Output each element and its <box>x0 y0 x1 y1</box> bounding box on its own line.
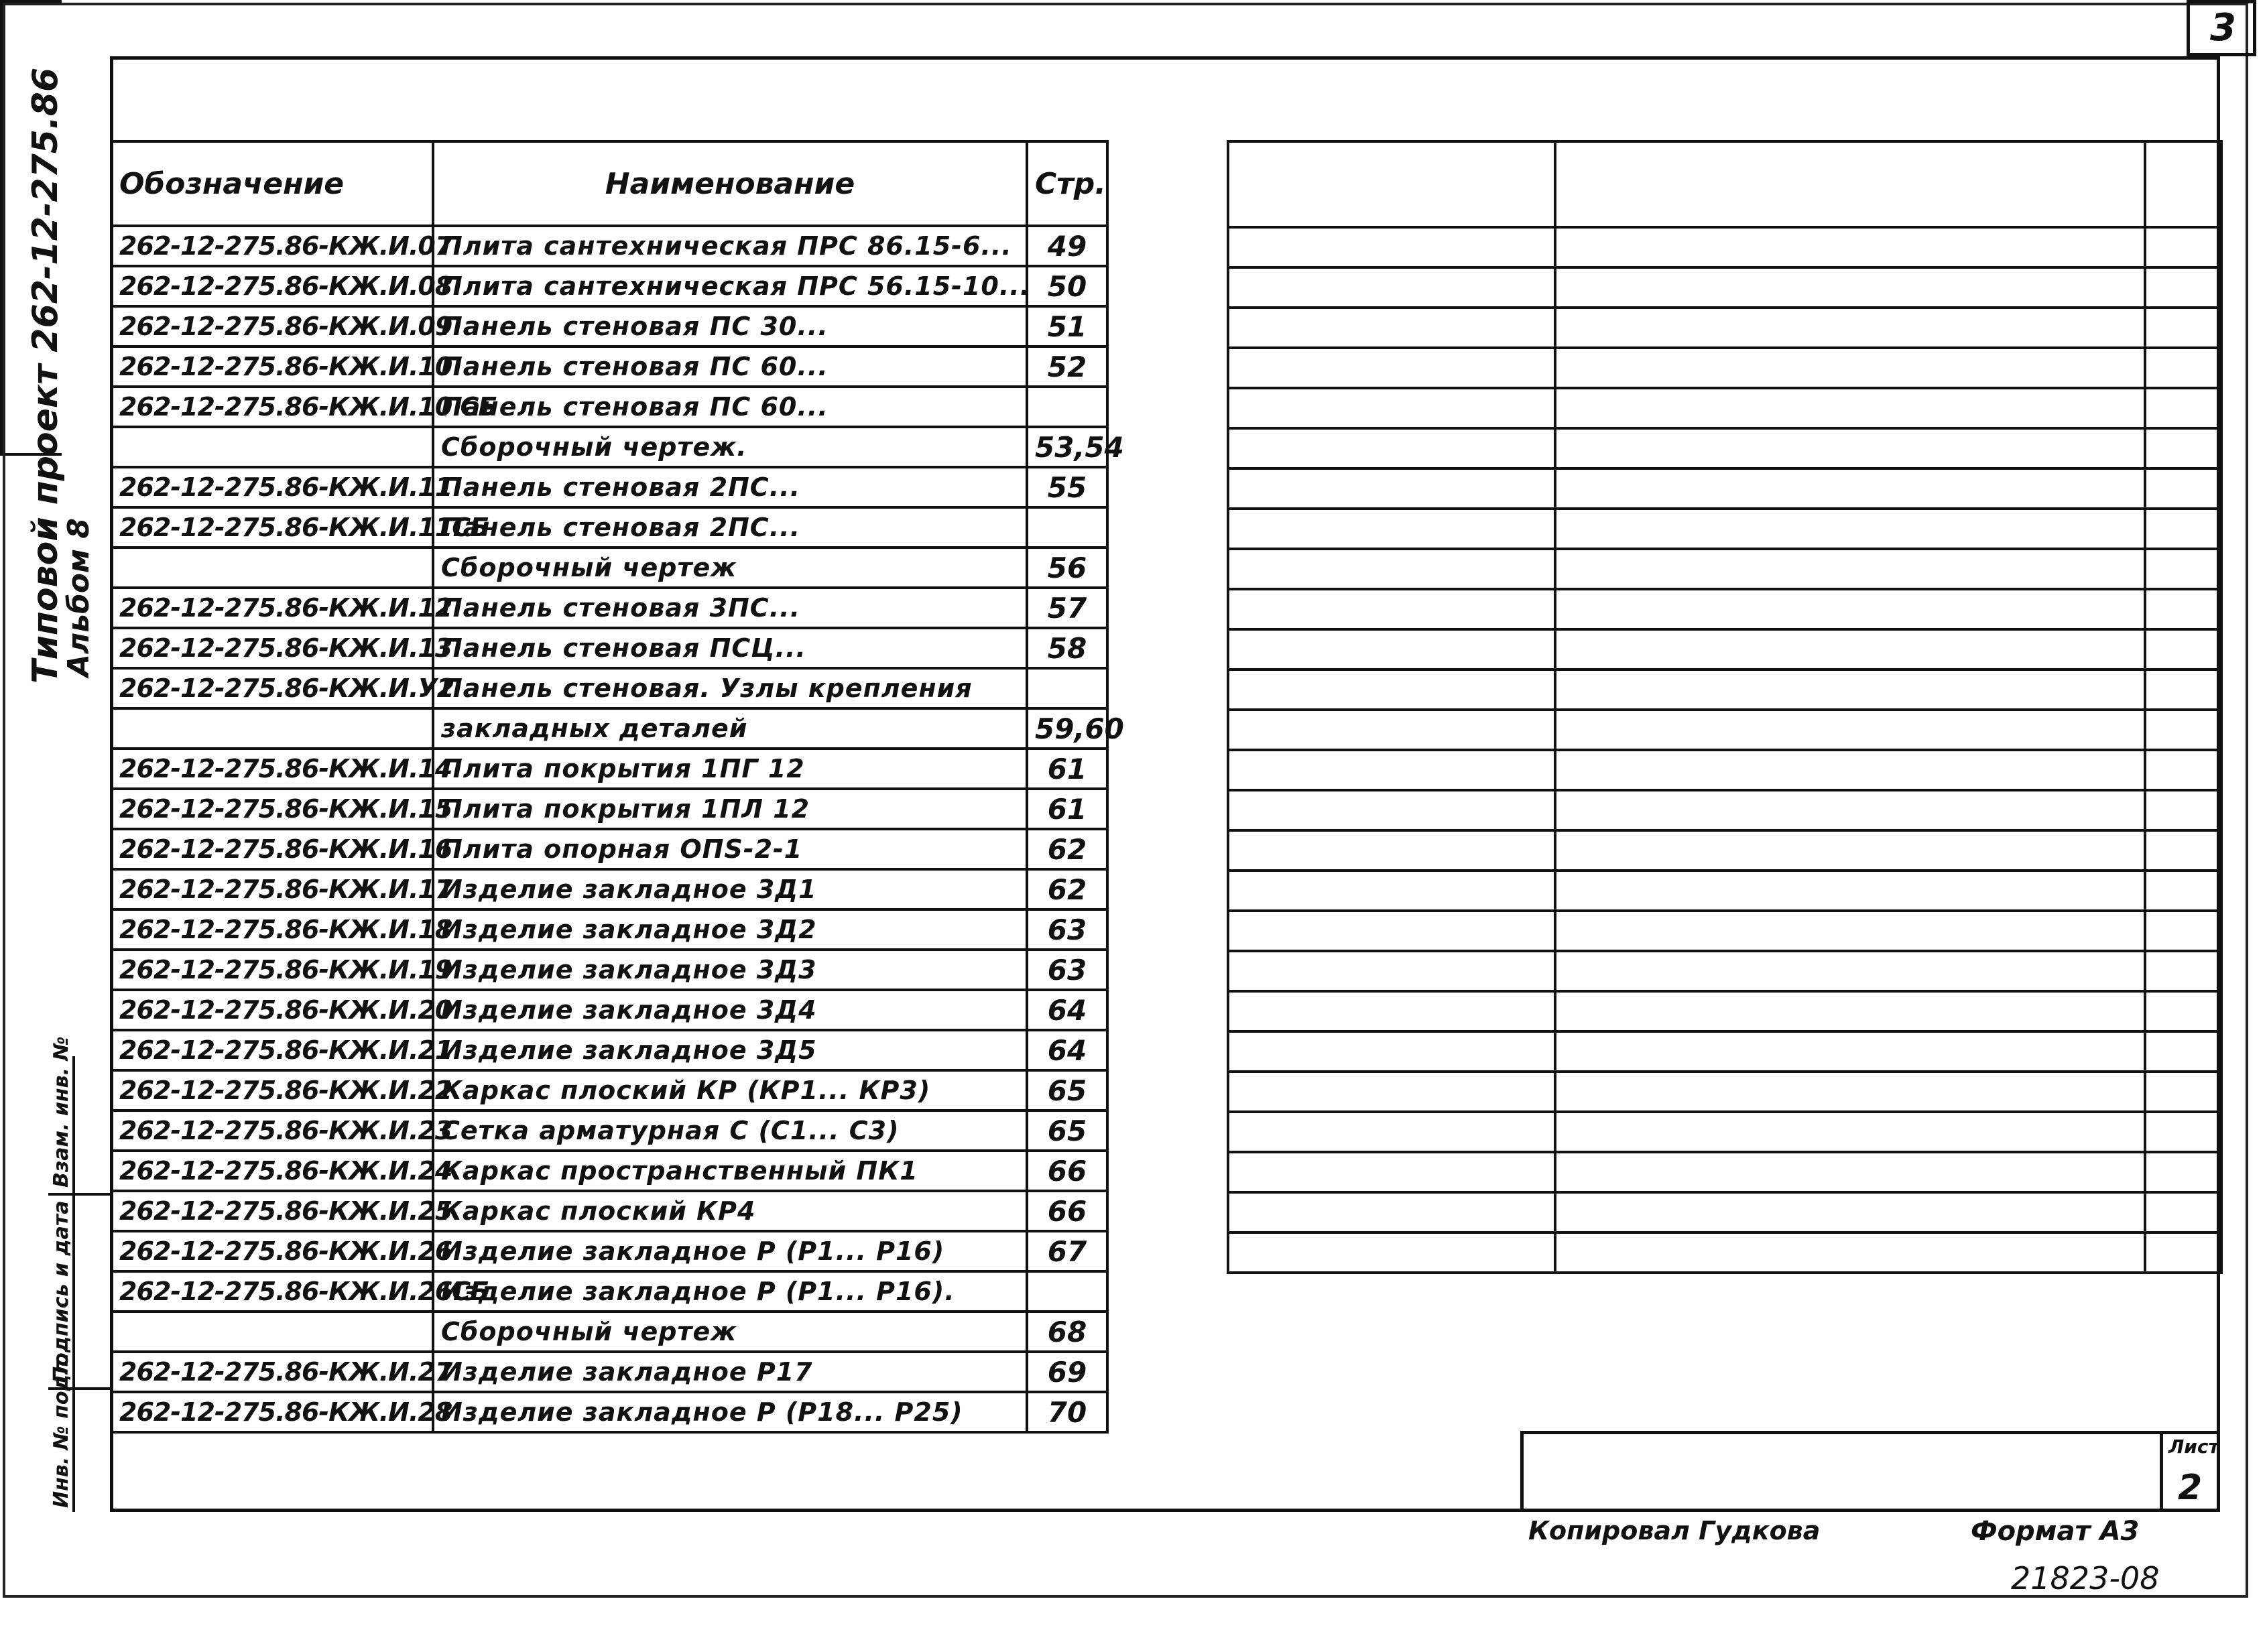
row-name: Изделие закладное 3Д3 <box>433 950 1027 990</box>
row-designation: 262-12-275.86-КЖ.И.22 <box>111 1070 433 1110</box>
row-name: Панель стеновая 2ПС... <box>433 507 1027 548</box>
row-name: Сборочный чертеж. <box>433 427 1027 467</box>
index-row <box>111 628 1107 668</box>
sheet-format: Формат А3 <box>1971 1516 2140 1547</box>
blank-grid-cell <box>1555 991 2145 1031</box>
blank-grid-cell <box>1228 991 1555 1031</box>
corner-sheet-box <box>2187 0 2256 56</box>
blank-grid-cell <box>1555 790 2145 830</box>
blank-grid-cell <box>1555 348 2145 388</box>
blank-grid-row <box>1228 911 2221 951</box>
blank-grid-cell <box>1228 388 1555 428</box>
index-row <box>111 507 1107 548</box>
row-page: 64 <box>1027 1030 1107 1070</box>
blank-grid-row <box>1228 227 2221 267</box>
blank-grid-cell <box>1228 267 1555 308</box>
row-page: 61 <box>1027 749 1107 789</box>
blank-grid-cell <box>2145 267 2221 308</box>
index-row <box>111 306 1107 346</box>
blank-grid <box>1227 140 2223 1274</box>
blank-grid-row <box>1228 629 2221 670</box>
blank-grid-cell <box>1228 589 1555 629</box>
blank-grid-cell <box>2145 227 2221 267</box>
blank-grid-cell <box>1555 1112 2145 1152</box>
row-name: Каркас плоский КР (КР1... КР3) <box>433 1070 1027 1110</box>
blank-grid-cell <box>1555 267 2145 308</box>
blank-grid-cell <box>2145 509 2221 549</box>
index-row <box>111 668 1107 708</box>
row-name: Плита сантехническая ПРС 86.15-6... <box>433 226 1027 266</box>
blank-grid-cell <box>1228 1112 1555 1152</box>
blank-grid-row <box>1228 670 2221 710</box>
index-row <box>111 950 1107 990</box>
blank-grid-cell <box>1555 1232 2145 1273</box>
index-row <box>111 1392 1107 1432</box>
blank-grid-cell <box>1555 428 2145 468</box>
sheet-label: Лист <box>2168 1436 2219 1458</box>
blank-grid-row <box>1228 549 2221 589</box>
blank-grid-cell <box>1228 468 1555 509</box>
row-page <box>1027 387 1107 427</box>
blank-grid-cell <box>1228 1031 1555 1072</box>
row-name: Сетка арматурная С (С1... С3) <box>433 1110 1027 1151</box>
blank-grid-cell <box>1555 1152 2145 1192</box>
blank-grid-cell <box>1228 629 1555 670</box>
row-page: 67 <box>1027 1231 1107 1271</box>
blank-grid-cell <box>2145 710 2221 750</box>
blank-grid-cell <box>2145 468 2221 509</box>
blank-grid-cell <box>2145 1031 2221 1072</box>
row-page: 62 <box>1027 829 1107 869</box>
row-designation: 262-12-275.86-КЖ.И.23 <box>111 1110 433 1151</box>
row-page: 55 <box>1027 467 1107 507</box>
row-name: Сборочный чертеж <box>433 1312 1027 1352</box>
project-title-line2: Альбом 8 <box>62 518 96 677</box>
blank-grid-row <box>1228 589 2221 629</box>
row-page: 65 <box>1027 1070 1107 1110</box>
row-designation: 262-12-275.86-КЖ.И.15 <box>111 789 433 829</box>
title-block-sheet-cell <box>2160 1431 2220 1512</box>
blank-grid-cell <box>2145 1192 2221 1232</box>
blank-grid-row <box>1228 141 2221 227</box>
blank-grid-row <box>1228 1031 2221 1072</box>
blank-grid-row <box>1228 951 2221 991</box>
row-designation: 262-12-275.86-КЖ.И.16 <box>111 829 433 869</box>
index-table-header <box>111 141 1107 226</box>
blank-grid-cell <box>2145 428 2221 468</box>
row-designation: 262-12-275.86-КЖ.И.20 <box>111 990 433 1030</box>
row-name: Изделие закладное Р (Р1... Р16). <box>433 1271 1027 1312</box>
blank-grid-cell <box>1555 388 2145 428</box>
title-block <box>1520 1431 2220 1512</box>
index-table-container <box>110 140 1124 1512</box>
blank-grid-row <box>1228 1232 2221 1273</box>
row-page: 63 <box>1027 950 1107 990</box>
blank-grid-cell <box>2145 911 2221 951</box>
row-page: 64 <box>1027 990 1107 1030</box>
blank-grid-row <box>1228 468 2221 509</box>
row-name: Изделие закладное 3Д4 <box>433 990 1027 1030</box>
row-designation: 262-12-275.86-КЖ.И.08 <box>111 266 433 306</box>
project-title-line1: Типовой проект 262-12-275.86 <box>25 67 66 684</box>
row-page: 59,60 <box>1027 708 1107 749</box>
blank-grid-cell <box>1555 629 2145 670</box>
index-row <box>111 829 1107 869</box>
blank-grid-cell <box>2145 549 2221 589</box>
row-name: Плита опорная ОПS-2-1 <box>433 829 1027 869</box>
row-designation: 262-12-275.86-КЖ.И.11СБ <box>111 507 433 548</box>
blank-grid-cell <box>1555 509 2145 549</box>
index-row <box>111 1151 1107 1191</box>
blank-grid-row <box>1228 267 2221 308</box>
row-designation: 262-12-275.86-КЖ.И.10 СБ <box>111 387 433 427</box>
blank-grid-cell <box>1555 549 2145 589</box>
blank-grid-cell <box>2145 670 2221 710</box>
blank-grid-cell <box>1228 1192 1555 1232</box>
index-row <box>111 588 1107 628</box>
blank-grid-cell <box>1555 750 2145 790</box>
row-page <box>1027 507 1107 548</box>
row-designation: 262-12-275.86-КЖ.И.26 <box>111 1231 433 1271</box>
index-row <box>111 387 1107 427</box>
row-name: Изделие закладное Р (Р1... Р16) <box>433 1231 1027 1271</box>
row-name: Изделие закладное 3Д2 <box>433 909 1027 950</box>
blank-grid-cell <box>2145 830 2221 871</box>
row-designation: 262-12-275.86-КЖ.И.24 <box>111 1151 433 1191</box>
blank-grid-cell <box>1228 830 1555 871</box>
row-designation: 262-12-275.86-КЖ.И.26СБ <box>111 1271 433 1312</box>
blank-grid-row <box>1228 710 2221 750</box>
index-row <box>111 1110 1107 1151</box>
blank-grid-cell <box>1555 951 2145 991</box>
blank-grid-row <box>1228 308 2221 348</box>
index-row <box>111 1312 1107 1352</box>
sheet-number: 2 <box>2178 1468 2203 1508</box>
blank-grid-cell <box>2145 951 2221 991</box>
index-row <box>111 1030 1107 1070</box>
blank-grid-cell <box>1555 141 2145 227</box>
blank-grid-row <box>1228 509 2221 549</box>
row-designation <box>111 427 433 467</box>
blank-grid-cell <box>1228 1232 1555 1273</box>
index-row <box>111 1352 1107 1392</box>
index-row <box>111 346 1107 387</box>
blank-grid-row <box>1228 388 2221 428</box>
row-page <box>1027 1271 1107 1312</box>
blank-grid-cell <box>1228 1072 1555 1112</box>
row-page: 53,54 <box>1027 427 1107 467</box>
row-designation: 262-12-275.86-КЖ.И.13 <box>111 628 433 668</box>
blank-grid-cell <box>1228 428 1555 468</box>
row-page: 49 <box>1027 226 1107 266</box>
row-page: 52 <box>1027 346 1107 387</box>
blank-grid-cell <box>1228 227 1555 267</box>
row-page: 68 <box>1027 1312 1107 1352</box>
index-row <box>111 548 1107 588</box>
header-name: Наименование <box>433 141 1027 226</box>
blank-grid-row <box>1228 991 2221 1031</box>
index-row <box>111 226 1107 266</box>
row-name: Плита покрытия 1ПГ 12 <box>433 749 1027 789</box>
blank-grid-row <box>1228 1192 2221 1232</box>
index-row <box>111 869 1107 909</box>
row-name: Изделие закладное 3Д1 <box>433 869 1027 909</box>
blank-grid-cell <box>1555 468 2145 509</box>
blank-grid-row <box>1228 750 2221 790</box>
blank-grid-body <box>1228 141 2221 1273</box>
row-page: 57 <box>1027 588 1107 628</box>
blank-grid-cell <box>1228 750 1555 790</box>
blank-grid-row <box>1228 871 2221 911</box>
row-name: Плита покрытия 1ПЛ 12 <box>433 789 1027 829</box>
row-designation: 262-12-275.86-КЖ.И.17 <box>111 869 433 909</box>
stamp-label-signature-date: Подпись и дата <box>50 1200 73 1383</box>
blank-grid-cell <box>1555 1072 2145 1112</box>
index-row <box>111 708 1107 749</box>
row-designation: 262-12-275.86-КЖ.И.10 <box>111 346 433 387</box>
index-row <box>111 427 1107 467</box>
row-page: 69 <box>1027 1352 1107 1392</box>
blank-grid-cell <box>2145 1072 2221 1112</box>
blank-grid-cell <box>1228 790 1555 830</box>
blank-grid-cell <box>2145 348 2221 388</box>
blank-grid-cell <box>1228 871 1555 911</box>
row-designation: 262-12-275.86-КЖ.И.25 <box>111 1191 433 1231</box>
blank-grid-cell <box>1228 951 1555 991</box>
blank-grid-cell <box>2145 589 2221 629</box>
index-table-body <box>111 226 1124 1432</box>
row-name: Панель стеновая ПСЦ... <box>433 628 1027 668</box>
blank-grid-row <box>1228 790 2221 830</box>
row-designation <box>111 708 433 749</box>
row-page: 62 <box>1027 869 1107 909</box>
index-table <box>110 140 1124 1434</box>
blank-grid-row <box>1228 428 2221 468</box>
blank-grid-cell <box>2145 750 2221 790</box>
blank-grid-cell <box>1555 589 2145 629</box>
row-page: 63 <box>1027 909 1107 950</box>
row-page: 70 <box>1027 1392 1107 1432</box>
row-name: Панель стеновая ПС 60... <box>433 387 1027 427</box>
blank-grid-cell <box>2145 308 2221 348</box>
row-page: 58 <box>1027 628 1107 668</box>
blank-grid-row <box>1228 1112 2221 1152</box>
blank-grid-cell <box>1228 670 1555 710</box>
row-page: 66 <box>1027 1191 1107 1231</box>
index-row <box>111 1191 1107 1231</box>
blank-grid-row <box>1228 830 2221 871</box>
blank-grid-cell <box>2145 871 2221 911</box>
row-page: 61 <box>1027 789 1107 829</box>
row-designation: 262-12-275.86-КЖ.И.09 <box>111 306 433 346</box>
index-row <box>111 990 1107 1030</box>
blank-grid-row <box>1228 1072 2221 1112</box>
index-row <box>111 909 1107 950</box>
row-name: Панель стеновая ПС 30... <box>433 306 1027 346</box>
blank-grid-cell <box>2145 991 2221 1031</box>
index-row <box>111 1070 1107 1110</box>
row-name: Панель стеновая 2ПС... <box>433 467 1027 507</box>
blank-grid-row <box>1228 348 2221 388</box>
row-page: 65 <box>1027 1110 1107 1151</box>
row-name: Панель стеновая 3ПС... <box>433 588 1027 628</box>
corner-sheet-number: 3 <box>2210 6 2236 50</box>
index-row <box>111 1231 1107 1271</box>
blank-grid-cell <box>2145 1152 2221 1192</box>
row-name: Панель стеновая. Узлы крепления <box>433 668 1027 708</box>
row-name: Каркас пространственный ПК1 <box>433 1151 1027 1191</box>
blank-grid-cell <box>2145 1112 2221 1152</box>
row-page: 51 <box>1027 306 1107 346</box>
blank-grid-cell <box>1228 911 1555 951</box>
blank-grid-cell <box>1555 1192 2145 1232</box>
blank-grid-cell <box>1228 1152 1555 1192</box>
blank-grid-cell <box>1555 227 2145 267</box>
blank-grid-cell <box>1555 830 2145 871</box>
blank-grid-cell <box>1228 549 1555 589</box>
row-page: 50 <box>1027 266 1107 306</box>
header-designation: Обозначение <box>111 141 433 226</box>
row-name: Изделие закладное Р (Р18... Р25) <box>433 1392 1027 1432</box>
row-designation: 262-12-275.86-КЖ.И.14 <box>111 749 433 789</box>
row-name: Каркас плоский КР4 <box>433 1191 1027 1231</box>
row-page: 66 <box>1027 1151 1107 1191</box>
row-designation: 262-12-275.86-КЖ.И.28 <box>111 1392 433 1432</box>
row-designation: 262-12-275.86-КЖ.И.21 <box>111 1030 433 1070</box>
blank-grid-row <box>1228 1152 2221 1192</box>
blank-grid-cell <box>1555 911 2145 951</box>
blank-grid-cell <box>1555 871 2145 911</box>
blank-grid-cell <box>2145 388 2221 428</box>
blank-grid-cell <box>1228 308 1555 348</box>
blank-grid-cell <box>2145 629 2221 670</box>
header-page: Стр. <box>1027 141 1107 226</box>
stamp-divider <box>48 1193 110 1196</box>
row-name: Плита сантехническая ПРС 56.15-10... <box>433 266 1027 306</box>
index-row <box>111 467 1107 507</box>
index-row <box>111 1271 1107 1312</box>
blank-grid-cell <box>1228 348 1555 388</box>
blank-grid-cell <box>2145 1232 2221 1273</box>
row-name: Сборочный чертеж <box>433 548 1027 588</box>
blank-grid-cell <box>1555 1031 2145 1072</box>
row-name: закладных деталей <box>433 708 1027 749</box>
row-designation: 262-12-275.86-КЖ.И.07 <box>111 226 433 266</box>
row-designation: 262-12-275.86-КЖ.И.У2 <box>111 668 433 708</box>
row-designation: 262-12-275.86-КЖ.И.19 <box>111 950 433 990</box>
blank-grid-container <box>1227 140 2220 1259</box>
copied-by: Копировал Гудкова <box>1528 1516 1821 1545</box>
row-designation: 262-12-275.86-КЖ.И.27 <box>111 1352 433 1392</box>
row-name: Изделие закладное 3Д5 <box>433 1030 1027 1070</box>
row-designation: 262-12-275.86-КЖ.И.12 <box>111 588 433 628</box>
row-page: 56 <box>1027 548 1107 588</box>
blank-grid-cell <box>1555 710 2145 750</box>
row-name: Панель стеновая ПС 60... <box>433 346 1027 387</box>
row-designation <box>111 548 433 588</box>
blank-grid-cell <box>1228 710 1555 750</box>
blank-grid-cell <box>1228 141 1555 227</box>
stamp-label-original-inv: Инв. № подл. <box>50 1352 73 1508</box>
index-row <box>111 789 1107 829</box>
index-row <box>111 266 1107 306</box>
blank-grid-cell <box>1228 509 1555 549</box>
index-row <box>111 749 1107 789</box>
stamp-label-replaced-inv: Взам. инв. № <box>50 1036 73 1188</box>
row-page <box>1027 668 1107 708</box>
archive-number: 21823-08 <box>2011 1560 2160 1596</box>
blank-grid-cell <box>2145 141 2221 227</box>
row-designation <box>111 1312 433 1352</box>
blank-grid-cell <box>1555 670 2145 710</box>
row-designation: 262-12-275.86-КЖ.И.11 <box>111 467 433 507</box>
blank-grid-cell <box>1555 308 2145 348</box>
blank-grid-cell <box>2145 790 2221 830</box>
row-designation: 262-12-275.86-КЖ.И.18 <box>111 909 433 950</box>
row-name: Изделие закладное Р17 <box>433 1352 1027 1392</box>
